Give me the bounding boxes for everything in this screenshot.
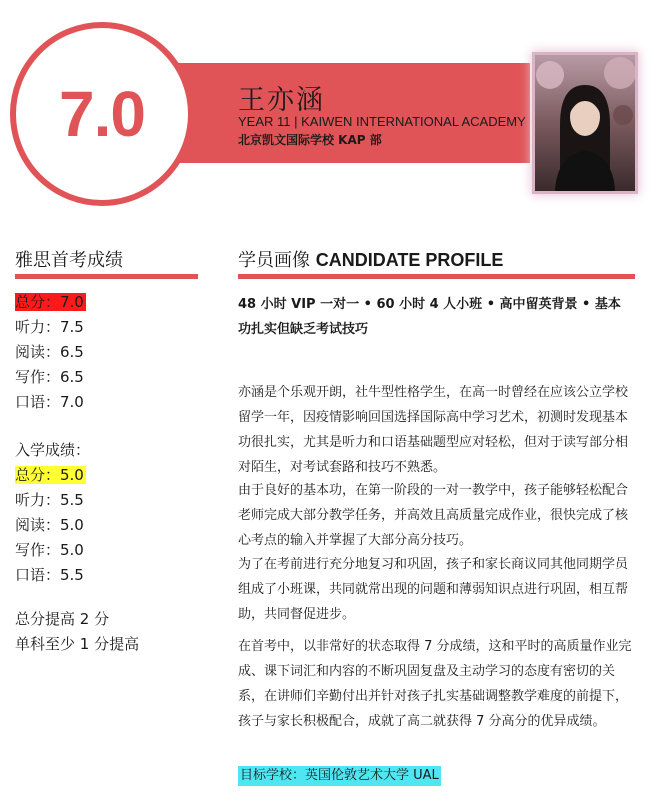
first-exam-listening: 听力：7.5 xyxy=(15,318,84,336)
profile-paragraph-2: 由于良好的基本功，在第一阶段的一对一教学中，孩子能够轻松配合老师完成大部分教学任务，并高效且高质量完成作业，很快完成了核心考点的输入并掌握了大部分高分技巧。 xyxy=(238,483,629,548)
student-name: 王亦涵 xyxy=(238,85,325,116)
entry-speaking: 口语：5.5 xyxy=(15,566,84,584)
profile-paragraph-1: 亦涵是个乐观开朗，社牛型性格学生，在高一时曾经在应该公立学校留学一年，因疫情影响回国选择国际高中学习艺术，初测时发现基本功很扎实，尤其是听力和口语基础题型应对轻松，但对于读写部分相对陌生，对考试套路和技巧不熟悉。 xyxy=(238,385,629,475)
entry-total: 总分：5.0 xyxy=(15,466,84,484)
student-photo xyxy=(535,55,635,191)
summary-single-gain: 单科至少 1 分提高 xyxy=(15,635,140,653)
improvement-summary xyxy=(15,607,139,657)
target-school: 目标学校：英国伦敦艺术大学 UAL xyxy=(238,766,441,786)
candidate-profile-heading: 学员画像 CANDIDATE PROFILE xyxy=(238,250,504,271)
first-exam-reading: 阅读：6.5 xyxy=(15,343,84,361)
right-divider xyxy=(238,274,635,279)
school-name-cn: 北京凯文国际学校 KAP 部 xyxy=(238,133,382,147)
first-exam-writing: 写作：6.5 xyxy=(15,368,84,386)
ielts-first-exam-heading: 雅思首考成绩 xyxy=(15,250,123,271)
entry-scores xyxy=(15,438,90,588)
overall-score-badge xyxy=(10,22,194,206)
entry-writing: 写作：5.0 xyxy=(15,541,84,559)
profile-paragraph-4: 在首考中，以非常好的状态取得 7 分成绩，这和平时的高质量作业完成、课下词汇和内容的不断巩固复盘及主动学习的态度有密切的关系，在讲师们辛勤付出并针对孩子扎实基础调整教学难度的前提下，孩子与家长积极配合，成就了高二就获得 7 分高分的优异成绩。 xyxy=(238,639,632,729)
entry-listening: 听力：5.5 xyxy=(15,491,84,509)
entry-reading: 阅读：5.0 xyxy=(15,516,84,534)
first-exam-total: 总分：7.0 xyxy=(15,293,84,311)
profile-paragraph-3: 为了在考前进行充分地复习和巩固，孩子和家长商议同其他同期学员组成了小班课，共同就常出现的问题和薄弱知识点进行巩固，相互帮助，共同督促进步。 xyxy=(238,557,629,622)
first-exam-speaking: 口语：7.0 xyxy=(15,393,84,411)
entry-label: 入学成绩： xyxy=(15,441,91,459)
summary-total-gain: 总分提高 2 分 xyxy=(15,610,110,628)
school-name-en: YEAR 11 | KAIWEN INTERNATIONAL ACADEMY xyxy=(238,114,526,129)
first-exam-scores xyxy=(15,290,86,415)
left-divider xyxy=(15,274,198,279)
profile-tags: 48 小时 VIP 一对一 • 60 小时 4 人小班 • 高中留英背景 • 基本功扎实但缺乏考试技巧 xyxy=(238,297,621,337)
overall-score: 7.0 xyxy=(59,78,145,150)
